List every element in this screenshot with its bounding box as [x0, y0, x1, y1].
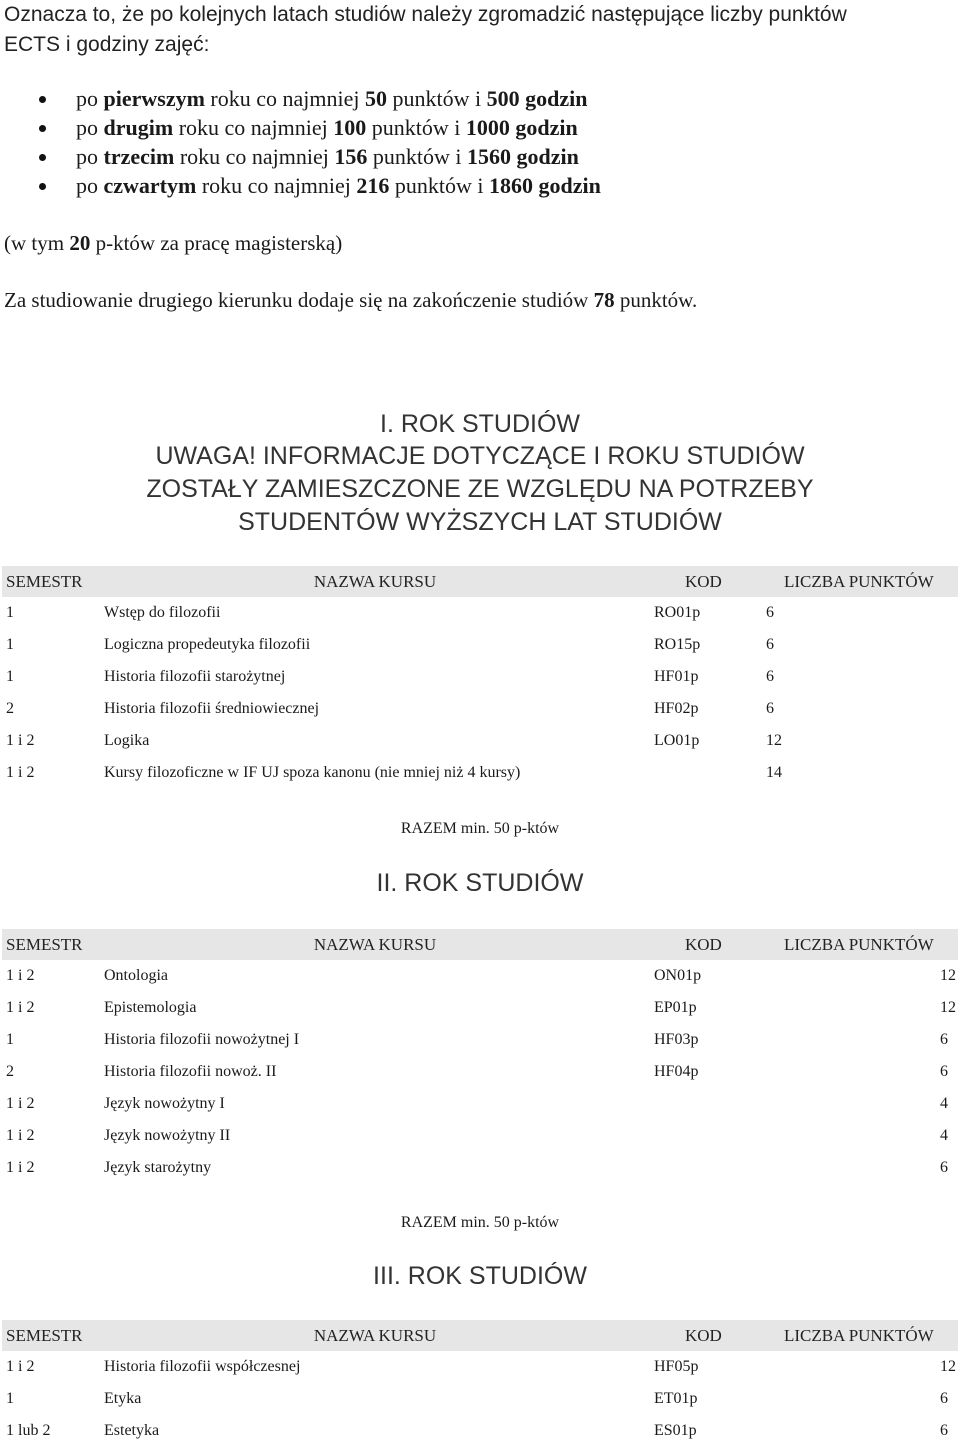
cell-code [650, 1120, 762, 1152]
cell-code: RO01p [654, 604, 701, 621]
cell-code: RO15p [654, 636, 701, 653]
cell-code: ON01p [654, 967, 702, 984]
table-row [2, 1088, 958, 1120]
header-nazwa-kursu: NAZWA KURSU [100, 566, 650, 597]
header-kod: KOD [650, 929, 762, 960]
req-points: 216 [356, 173, 390, 198]
cell-semestr: 1 i 2 [6, 999, 35, 1016]
header-liczba-punktow: LICZBA PUNKTÓW [762, 1320, 958, 1351]
notice-line: ZOSTAŁY ZAMIESZCZONE ZE WZGLĘDU NA POTRZEBY [146, 475, 814, 503]
cell-points: 12 [940, 967, 956, 984]
cell-course: Wstęp do filozofii [104, 604, 221, 621]
cell-points: 6 [940, 1159, 948, 1176]
cell-code [650, 1152, 762, 1184]
cell-points: 6 [766, 668, 774, 685]
table-row [2, 1056, 958, 1088]
cell-course: Historia filozofii nowoż. II [104, 1063, 277, 1080]
cell-semestr: 1 i 2 [6, 1358, 35, 1375]
cell-points: 6 [766, 700, 774, 717]
req-text: punktów i [389, 173, 490, 198]
section-heading: II. ROK STUDIÓW [376, 869, 584, 897]
cell-semestr: 1 [6, 1031, 14, 1048]
notice-line: UWAGA! INFORMACJE DOTYCZĄCE I ROKU STUDIÓW [155, 442, 805, 470]
table-row [2, 629, 958, 661]
table-row [2, 1120, 958, 1152]
cell-semestr: 1 i 2 [6, 764, 35, 781]
cell-semestr: 1 [6, 668, 14, 685]
cell-code: HF05p [654, 1358, 699, 1375]
note-points: 20 [69, 231, 91, 255]
cell-points: 6 [940, 1031, 948, 1048]
cell-course: Logiczna propedeutyka filozofii [104, 636, 311, 653]
note-points: 78 [593, 288, 615, 312]
cell-course: Język nowożytny I [104, 1095, 225, 1112]
cell-semestr: 1 [6, 604, 14, 621]
bullet-icon [39, 183, 46, 190]
cell-course: Język starożytny [104, 1159, 212, 1176]
req-year: czwartym [103, 173, 197, 198]
cell-semestr: 1 lub 2 [6, 1422, 51, 1439]
header-liczba-punktow: LICZBA PUNKTÓW [762, 929, 958, 960]
req-text: po [76, 115, 104, 140]
cell-points: 6 [940, 1390, 948, 1407]
header-kod: KOD [650, 1320, 762, 1351]
req-text: po [76, 173, 104, 198]
table-row [2, 1152, 958, 1184]
header-semestr: SEMESTR [2, 1320, 100, 1351]
cell-points: 6 [766, 636, 774, 653]
cell-semestr: 2 [6, 1063, 14, 1080]
cell-course: Historia filozofii starożytnej [104, 668, 286, 685]
cell-points: 6 [766, 604, 774, 621]
table-row [2, 960, 958, 992]
cell-points: 4 [940, 1127, 948, 1144]
table-row [2, 1024, 958, 1056]
req-year: trzecim [103, 144, 175, 169]
cell-course: Historia filozofii nowożytnej I [104, 1031, 300, 1048]
cell-course: Estetyka [104, 1422, 160, 1439]
req-text: roku co najmniej [173, 115, 334, 140]
req-text: po [76, 86, 104, 111]
note-text: Za studiowanie drugiego kierunku dodaje się na zakończenie studiów [4, 288, 594, 312]
req-text: punktów i [387, 86, 487, 111]
req-text: roku co najmniej [204, 86, 365, 111]
req-points: 156 [334, 144, 368, 169]
cell-points: 12 [766, 732, 782, 749]
section-heading: III. ROK STUDIÓW [373, 1262, 587, 1290]
cell-course: Logika [104, 732, 150, 749]
cell-course: Historia filozofii współczesnej [104, 1358, 301, 1375]
list-item [0, 171, 601, 200]
cell-code: LO01p [654, 732, 700, 749]
bullet-icon [39, 96, 46, 103]
bullet-icon [39, 154, 46, 161]
cell-code: HF03p [654, 1031, 699, 1048]
req-text: punktów i [367, 144, 468, 169]
cell-code: ET01p [654, 1390, 698, 1407]
bullet-icon [39, 125, 46, 132]
cell-semestr: 1 i 2 [6, 1095, 35, 1112]
cell-course: Epistemologia [104, 999, 197, 1016]
req-hours: 1860 godzin [489, 173, 601, 198]
cell-semestr: 1 i 2 [6, 967, 35, 984]
table-header-row [2, 1320, 958, 1351]
cell-semestr: 2 [6, 700, 14, 717]
req-text: roku co najmniej [196, 173, 357, 198]
cell-points: 4 [940, 1095, 948, 1112]
table-row [2, 1351, 958, 1383]
cell-points: 12 [940, 999, 956, 1016]
cell-points: 14 [766, 764, 782, 781]
cell-semestr: 1 i 2 [6, 1127, 35, 1144]
section-summary: RAZEM min. 50 p-któw [400, 820, 560, 837]
cell-code: HF04p [654, 1063, 699, 1080]
requirements-list [0, 84, 601, 200]
note-text: (w tym [4, 231, 70, 255]
thesis-note [4, 231, 342, 256]
intro-line-1: Oznacza to, że po kolejnych latach studiów należy zgromadzić następujące liczby punktów [4, 3, 847, 26]
cell-code [650, 1088, 762, 1120]
table-header-row [2, 566, 958, 597]
cell-points: 12 [940, 1358, 956, 1375]
cell-semestr: 1 [6, 1390, 14, 1407]
cell-course: Etyka [104, 1390, 142, 1407]
section-summary: RAZEM min. 50 p-któw [400, 1214, 560, 1231]
courses-table-year-1 [2, 566, 958, 789]
table-header-row [2, 929, 958, 960]
notice-line: STUDENTÓW WYŻSZYCH LAT STUDIÓW [238, 508, 722, 536]
table-row [2, 725, 958, 757]
header-semestr: SEMESTR [2, 929, 100, 960]
list-item [0, 84, 601, 113]
cell-semestr: 1 i 2 [6, 732, 35, 749]
second-major-note [4, 288, 697, 313]
table-row [2, 693, 958, 725]
cell-code: HF01p [654, 668, 699, 685]
table-row [2, 661, 958, 693]
req-points: 50 [365, 86, 387, 111]
cell-course: Ontologia [104, 967, 168, 984]
cell-code: EP01p [654, 999, 697, 1016]
section-heading: I. ROK STUDIÓW [380, 410, 580, 438]
intro-line-2: ECTS i godziny zajęć: [4, 33, 210, 56]
note-text: punktów. [614, 288, 698, 312]
intro-paragraph [4, 0, 954, 60]
cell-code: ES01p [654, 1422, 697, 1439]
cell-course: Historia filozofii średniowiecznej [104, 700, 320, 717]
header-liczba-punktow: LICZBA PUNKTÓW [762, 566, 958, 597]
table-row [2, 597, 958, 629]
cell-points: 6 [940, 1063, 948, 1080]
req-year: drugim [103, 115, 174, 140]
list-item [0, 113, 601, 142]
courses-table-year-2 [2, 929, 958, 1184]
header-semestr: SEMESTR [2, 566, 100, 597]
courses-table-year-3 [2, 1320, 958, 1447]
req-hours: 1560 godzin [467, 144, 579, 169]
table-row [2, 757, 958, 789]
header-kod: KOD [650, 566, 762, 597]
req-hours: 1000 godzin [465, 115, 578, 140]
note-text: p-któw za pracę magisterską) [90, 231, 343, 255]
header-nazwa-kursu: NAZWA KURSU [100, 1320, 650, 1351]
cell-code: HF02p [654, 700, 699, 717]
req-text: po [76, 144, 104, 169]
header-nazwa-kursu: NAZWA KURSU [100, 929, 650, 960]
req-points: 100 [333, 115, 367, 140]
table-row [2, 992, 958, 1024]
cell-semestr: 1 i 2 [6, 1159, 35, 1176]
cell-points: 6 [940, 1422, 948, 1439]
req-year: pierwszym [103, 86, 205, 111]
cell-course: Język nowożytny II [104, 1127, 231, 1144]
cell-semestr: 1 [6, 636, 14, 653]
cell-course: Kursy filozoficzne w IF UJ spoza kanonu (nie mniej niż 4 kursy) [104, 764, 521, 781]
req-text: roku co najmniej [174, 144, 335, 169]
table-row [2, 1383, 958, 1415]
req-text: punktów i [366, 115, 466, 140]
list-item [0, 142, 601, 171]
req-hours: 500 godzin [486, 86, 588, 111]
table-row [2, 1415, 958, 1447]
